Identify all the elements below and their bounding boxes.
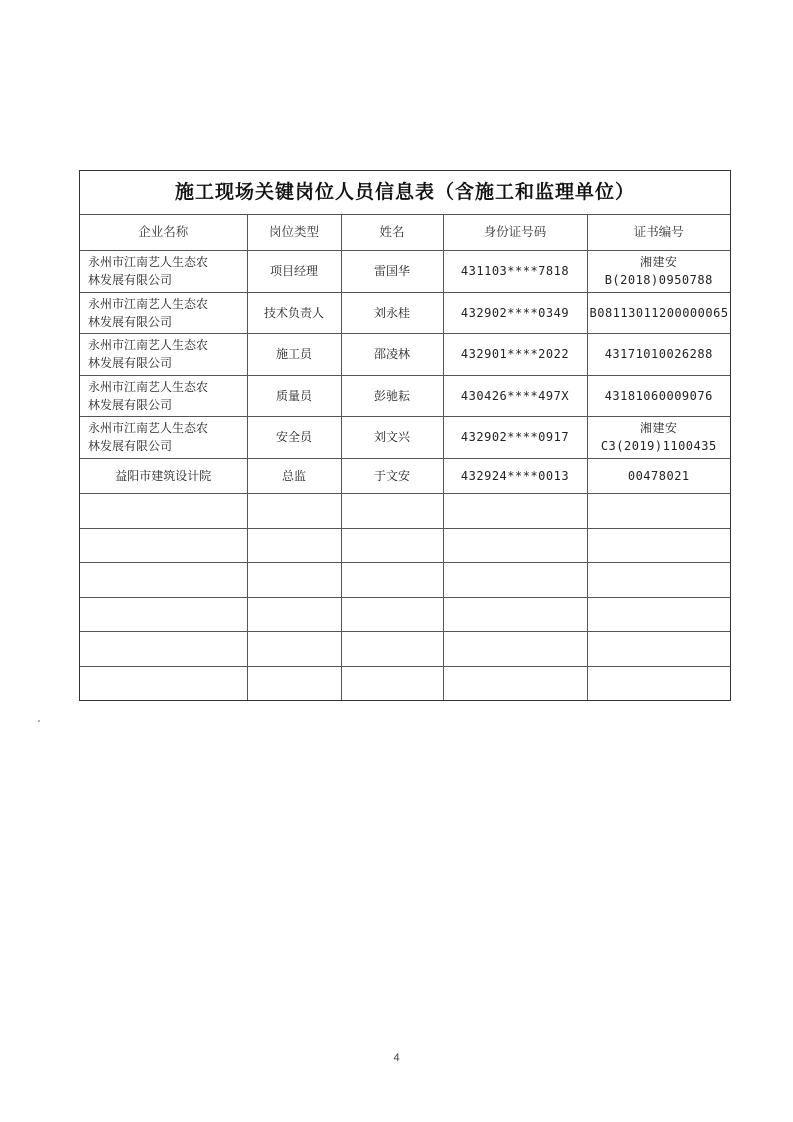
empty-table-row xyxy=(80,528,730,562)
empty-cell xyxy=(80,632,247,666)
position-cell: 技术负责人 xyxy=(247,292,341,334)
certificate-cell xyxy=(587,458,730,493)
certificate-cell xyxy=(587,417,730,459)
company-line: 林发展有限公司 xyxy=(88,273,173,288)
company-line: 永州市江南艺人生态农 xyxy=(88,255,209,270)
table-title: 施工现场关键岗位人员信息表（含施工和监理单位） xyxy=(80,171,730,214)
empty-cell xyxy=(80,666,247,700)
empty-cell xyxy=(443,494,587,528)
empty-cell xyxy=(80,528,247,562)
table-row xyxy=(80,375,730,417)
name-cell: 于文安 xyxy=(341,458,443,493)
empty-cell xyxy=(341,563,443,597)
empty-cell xyxy=(341,494,443,528)
empty-cell xyxy=(341,632,443,666)
certificate-cell xyxy=(587,375,730,417)
id-number-cell: 430426****497X xyxy=(443,375,587,417)
certificate-line: C3(2019)1100435 xyxy=(600,439,717,454)
personnel-info-table-frame xyxy=(79,170,731,701)
table-row xyxy=(80,458,730,493)
certificate-cell xyxy=(587,334,730,376)
company-line: 林发展有限公司 xyxy=(88,397,173,412)
table-row xyxy=(80,292,730,334)
empty-cell xyxy=(80,597,247,631)
empty-cell xyxy=(587,528,730,562)
empty-table-row xyxy=(80,494,730,528)
company-line: 永州市江南艺人生态农 xyxy=(88,379,209,394)
company-line: 永州市江南艺人生态农 xyxy=(88,296,209,311)
header-id-number: 身份证号码 xyxy=(443,214,587,250)
table-row xyxy=(80,334,730,376)
empty-cell xyxy=(247,494,341,528)
position-cell: 项目经理 xyxy=(247,251,341,293)
company-cell xyxy=(80,251,247,293)
certificate-line: 湘建安 xyxy=(640,421,678,436)
company-line: 林发展有限公司 xyxy=(88,356,173,371)
table-row xyxy=(80,251,730,293)
scan-speck xyxy=(38,720,40,722)
header-certificate: 证书编号 xyxy=(587,214,730,250)
id-number-cell: 432902****0349 xyxy=(443,292,587,334)
company-line: 益阳市建筑设计院 xyxy=(115,469,212,483)
id-number-cell: 432902****0917 xyxy=(443,417,587,459)
company-cell xyxy=(80,417,247,459)
company-line: 林发展有限公司 xyxy=(88,439,173,454)
id-number-cell: 432901****2022 xyxy=(443,334,587,376)
empty-cell xyxy=(247,563,341,597)
table-title-row xyxy=(80,171,730,214)
id-number-cell: 431103****7818 xyxy=(443,251,587,293)
company-cell xyxy=(80,292,247,334)
certificate-cell xyxy=(587,292,730,334)
empty-table-row xyxy=(80,597,730,631)
empty-table-row xyxy=(80,666,730,700)
page-number: 4 xyxy=(393,1052,400,1064)
certificate-line: 43171010026288 xyxy=(604,347,713,362)
empty-cell xyxy=(341,597,443,631)
certificate-cell xyxy=(587,251,730,293)
empty-cell xyxy=(341,528,443,562)
company-cell xyxy=(80,375,247,417)
empty-cell xyxy=(80,494,247,528)
certificate-line: 43181060009076 xyxy=(604,388,713,403)
empty-table-row xyxy=(80,632,730,666)
company-cell xyxy=(80,458,247,493)
company-line: 林发展有限公司 xyxy=(88,314,173,329)
certificate-line: B(2018)0950788 xyxy=(604,273,713,288)
name-cell: 彭驰耘 xyxy=(341,375,443,417)
certificate-line: 00478021 xyxy=(627,469,690,483)
empty-cell xyxy=(443,632,587,666)
empty-cell xyxy=(247,597,341,631)
position-cell: 总监 xyxy=(247,458,341,493)
empty-cell xyxy=(587,563,730,597)
certificate-line: 湘建安 xyxy=(640,255,678,270)
empty-cell xyxy=(80,563,247,597)
empty-cell xyxy=(443,563,587,597)
empty-cell xyxy=(587,666,730,700)
empty-cell xyxy=(587,632,730,666)
table-header-row xyxy=(80,214,730,250)
name-cell: 雷国华 xyxy=(341,251,443,293)
empty-cell xyxy=(341,666,443,700)
name-cell: 刘文兴 xyxy=(341,417,443,459)
id-number-cell: 432924****0013 xyxy=(443,458,587,493)
header-company: 企业名称 xyxy=(80,214,247,250)
empty-cell xyxy=(247,632,341,666)
empty-table-row xyxy=(80,563,730,597)
personnel-info-table xyxy=(80,171,730,700)
empty-cell xyxy=(443,666,587,700)
empty-cell xyxy=(443,528,587,562)
name-cell: 刘永桂 xyxy=(341,292,443,334)
empty-cell xyxy=(587,597,730,631)
position-cell: 质量员 xyxy=(247,375,341,417)
table-row xyxy=(80,417,730,459)
empty-cell xyxy=(247,666,341,700)
certificate-line: B08113011200000065 xyxy=(589,305,729,320)
company-line: 永州市江南艺人生态农 xyxy=(88,338,209,353)
header-name: 姓名 xyxy=(341,214,443,250)
company-cell xyxy=(80,334,247,376)
name-cell: 邵凌林 xyxy=(341,334,443,376)
position-cell: 施工员 xyxy=(247,334,341,376)
position-cell: 安全员 xyxy=(247,417,341,459)
empty-cell xyxy=(247,528,341,562)
header-position: 岗位类型 xyxy=(247,214,341,250)
empty-cell xyxy=(443,597,587,631)
company-line: 永州市江南艺人生态农 xyxy=(88,421,209,436)
empty-cell xyxy=(587,494,730,528)
